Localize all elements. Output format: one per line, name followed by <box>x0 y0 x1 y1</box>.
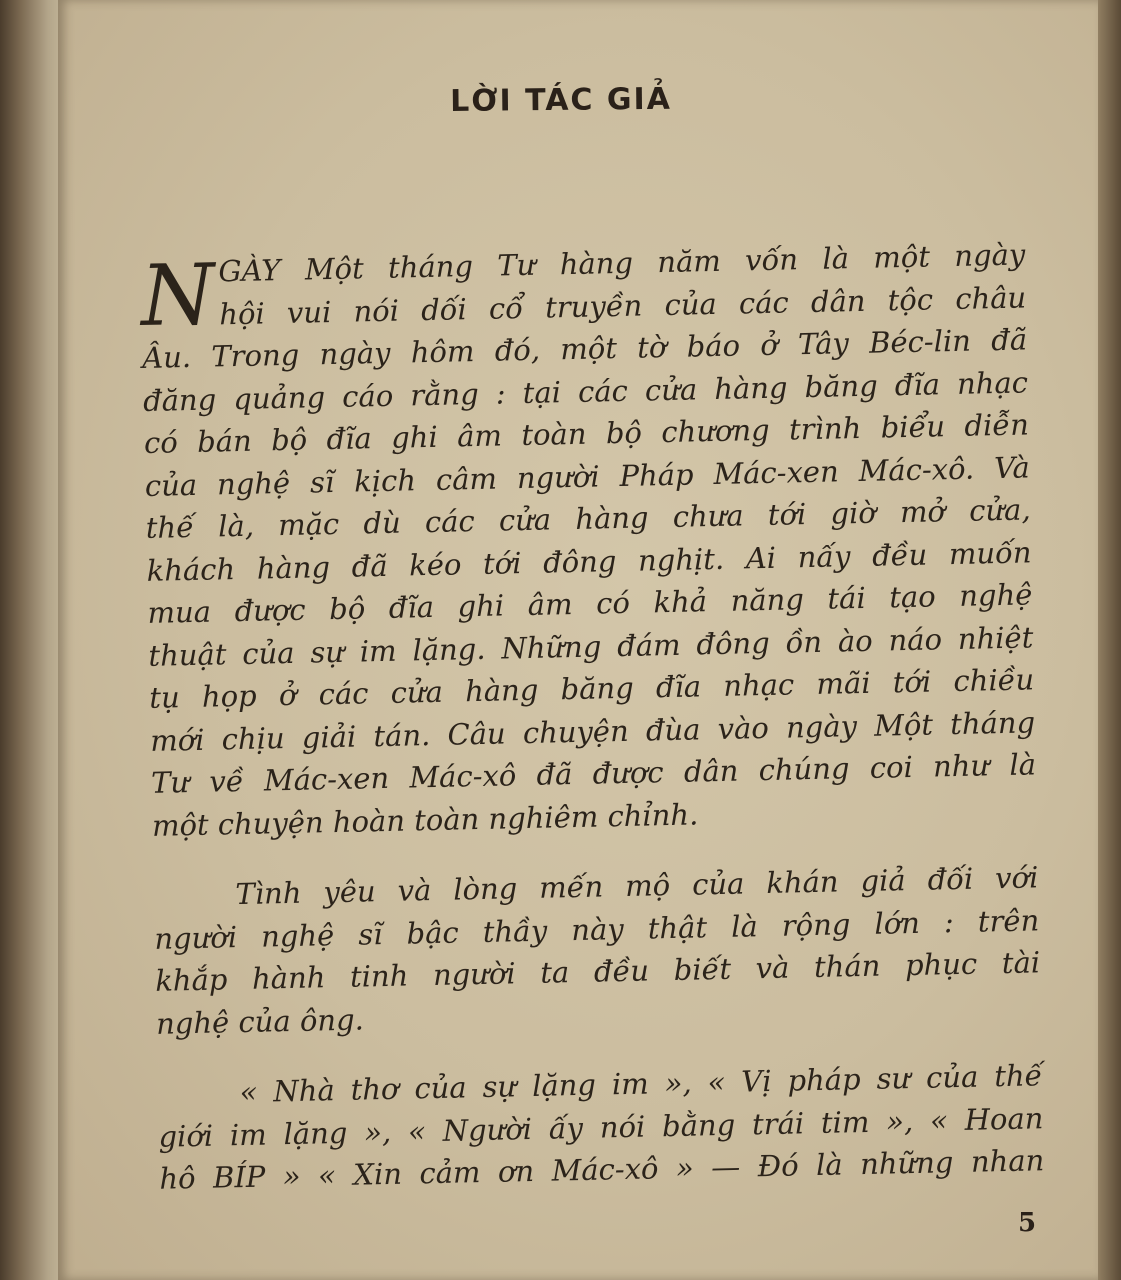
paragraph-2 <box>153 856 1041 1044</box>
chapter-heading: LỜI TÁC GIẢ <box>450 81 673 119</box>
text-line: có bán bộ đĩa ghi âm toàn bộ chương trình biểu diễn <box>143 407 1030 460</box>
text-line: của nghệ sĩ kịch câm người Pháp Mác-xen Mác-xô. Và <box>144 449 1031 503</box>
text-line: thuật của sự im lặng. Những đám đông ồn ào náo nhiệt <box>148 619 1034 673</box>
text-line: một chuyện hoàn toàn nghiêm chỉnh. <box>151 796 699 843</box>
text-line: Âu. Trong ngày hôm đó, một tờ báo ở Tây Béc-lin đã <box>141 322 1028 375</box>
text-line: mua được bộ đĩa ghi âm có khả năng tái tạo nghệ <box>147 577 1033 630</box>
page-number: 5 <box>1018 1208 1037 1238</box>
text-line: người nghệ sĩ bậc thầy này thật là rộng lớn : trên <box>154 902 1040 956</box>
paragraph-3 <box>157 1054 1044 1200</box>
text-line: Tư về Mác-xen Mác-xô đã được dân chúng coi như là <box>150 747 1037 800</box>
paragraph-1 <box>140 233 1037 846</box>
text-line: tụ họp ở các cửa hàng băng đĩa nhạc mãi tới chiều <box>148 662 1035 715</box>
text-line: khắp hành tinh người ta đều biết và thán phục tài <box>154 945 1041 998</box>
drop-cap: N <box>139 245 216 345</box>
text-line: nghệ của ông. <box>155 1001 365 1041</box>
text-line: khách hàng đã kéo tới đông nghịt. Ai nấy đều muốn <box>146 534 1032 588</box>
text-line: hội vui nói dối cổ truyền của các dân tộc châu <box>218 279 1027 331</box>
body-text <box>140 233 1045 1200</box>
text-line: Tình yêu và lòng mến mộ của khán giả đối với <box>235 860 1039 912</box>
text-line: « Nhà thơ của sự lặng im », « Vị pháp sư của thế <box>239 1058 1043 1110</box>
text-line: thế là, mặc dù các cửa hàng chưa tới giờ mở cửa, <box>145 492 1031 545</box>
text-line: giới im lặng », « Người ấy nói bằng trái tim », « Hoan <box>158 1100 1044 1154</box>
text-line: GÀY Một tháng Tư hàng năm vốn là một ngày <box>218 237 1026 289</box>
text-line: đăng quảng cáo rằng : tại các cửa hàng băng đĩa nhạc <box>142 364 1029 418</box>
text-line: mới chịu giải tán. Câu chuyện đùa vào ngày Một tháng <box>149 704 1036 758</box>
text-line: hô BÍP » « Xin cảm ơn Mác-xô » — Đó là những nhan <box>159 1143 1045 1196</box>
